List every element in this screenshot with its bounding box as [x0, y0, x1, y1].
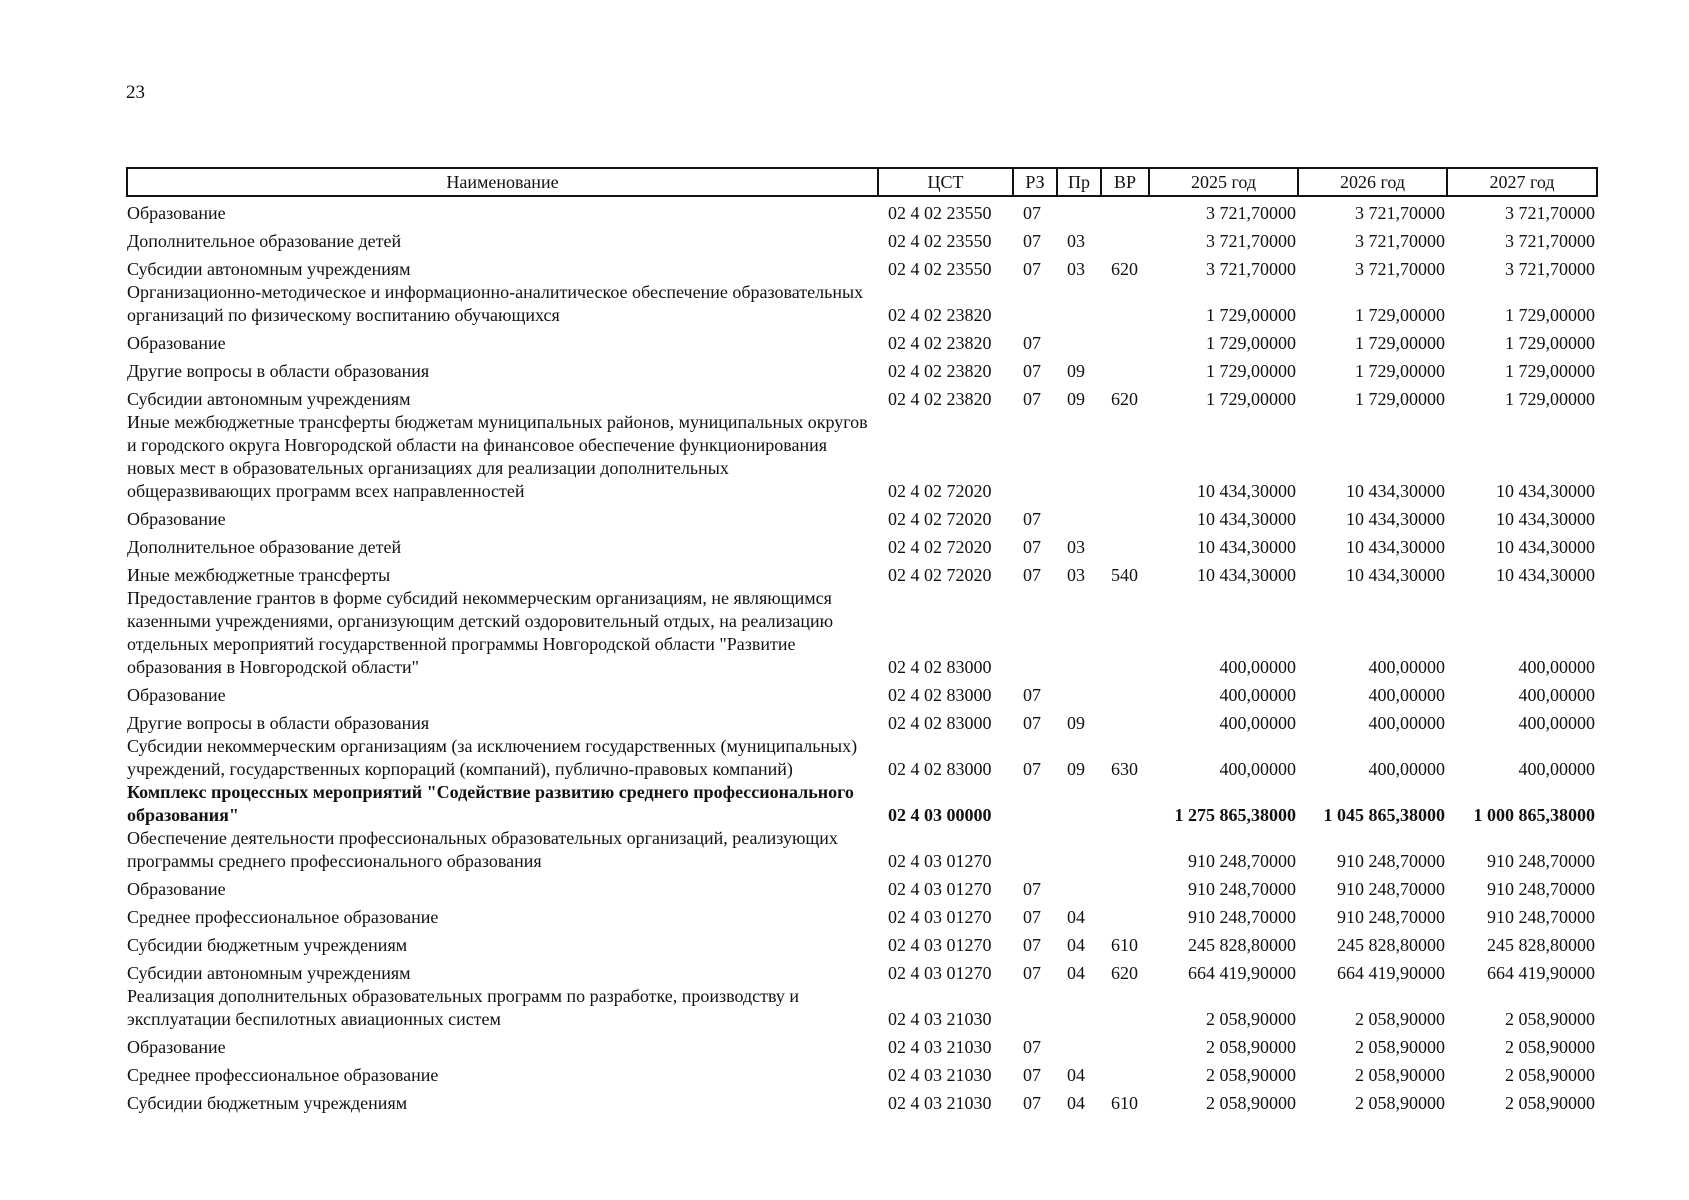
row-vr: [1101, 587, 1149, 679]
row-vr: 620: [1111, 389, 1138, 409]
row-cst: 02 4 02 23550: [888, 203, 992, 223]
header-2027: 2027 год: [1447, 168, 1597, 196]
table-row: [127, 827, 1597, 873]
row-cst: 02 4 02 23820: [888, 333, 992, 353]
row-vr: [1101, 1059, 1149, 1087]
table-row: [127, 735, 1597, 781]
row-vr: 540: [1111, 565, 1138, 585]
row-cst: 02 4 02 23820: [888, 361, 992, 381]
row-2025: 245 828,80000: [1188, 935, 1296, 955]
row-2026: 1 729,00000: [1355, 389, 1445, 409]
row-pr: [1057, 781, 1101, 827]
row-vr: [1101, 531, 1149, 559]
row-2025: 3 721,70000: [1206, 203, 1296, 223]
row-cst: 02 4 03 21030: [888, 1009, 992, 1029]
table-row: [127, 225, 1597, 253]
table-row: [127, 1059, 1597, 1087]
row-name: Иные межбюджетные трансферты: [127, 565, 391, 585]
row-vr: [1101, 327, 1149, 355]
row-2027: 10 434,30000: [1496, 565, 1595, 585]
row-cst: 02 4 02 83000: [888, 685, 992, 705]
row-name: Другие вопросы в области образования: [127, 361, 430, 381]
row-vr: [1101, 679, 1149, 707]
row-2026: 1 045 865,38000: [1323, 805, 1445, 825]
row-name: Иные межбюджетные трансферты бюджетам муниципальных районов, муниципальных округов и городского округа Новгородской области на финансовое обеспечение функционирования новых мест в образовательных организациях для реализации дополнительных общеразвивающих программ всех направленностей: [127, 412, 868, 501]
row-vr: [1101, 503, 1149, 531]
row-cst: 02 4 02 72020: [888, 537, 992, 557]
row-pr: [1057, 985, 1101, 1031]
row-2025: 664 419,90000: [1188, 963, 1296, 983]
row-2026: 1 729,00000: [1355, 305, 1445, 325]
row-rz: 07: [1023, 907, 1041, 927]
row-name: Организационно-методическое и информационно-аналитическое обеспечение образовательных организаций по физическому воспитанию обучающихся: [127, 282, 864, 325]
table-row: [127, 355, 1597, 383]
row-vr: 620: [1111, 963, 1138, 983]
row-cst: 02 4 03 01270: [888, 851, 992, 871]
row-vr: [1101, 411, 1149, 503]
row-cst: 02 4 03 21030: [888, 1093, 992, 1113]
row-cst: 02 4 03 01270: [888, 907, 992, 927]
header-name: Наименование: [127, 168, 878, 196]
row-cst: 02 4 02 72020: [888, 481, 992, 501]
row-2026: 1 729,00000: [1355, 333, 1445, 353]
row-rz: [1013, 587, 1057, 679]
row-cst: 02 4 03 21030: [888, 1065, 992, 1085]
row-2025: 10 434,30000: [1197, 509, 1296, 529]
table-row: [127, 587, 1597, 679]
row-pr: 09: [1067, 389, 1085, 409]
table-row: [127, 781, 1597, 827]
table-row: [127, 707, 1597, 735]
row-2027: 400,00000: [1518, 685, 1595, 705]
row-rz: [1013, 985, 1057, 1031]
table-row: [127, 901, 1597, 929]
row-2027: 10 434,30000: [1496, 509, 1595, 529]
row-pr: 09: [1067, 759, 1085, 779]
row-2026: 2 058,90000: [1355, 1009, 1445, 1029]
row-2027: 400,00000: [1518, 657, 1595, 677]
row-2026: 10 434,30000: [1346, 509, 1445, 529]
row-2027: 3 721,70000: [1505, 203, 1595, 223]
row-2027: 2 058,90000: [1505, 1009, 1595, 1029]
row-vr: [1101, 196, 1149, 225]
row-cst: 02 4 02 23550: [888, 231, 992, 251]
row-cst: 02 4 02 72020: [888, 509, 992, 529]
row-name: Образование: [127, 333, 226, 353]
row-2026: 10 434,30000: [1346, 481, 1445, 501]
row-name: Другие вопросы в области образования: [127, 713, 430, 733]
row-name: Реализация дополнительных образовательных программ по разработке, производству и эксплуатации беспилотных авиационных систем: [127, 986, 800, 1029]
row-2025: 2 058,90000: [1206, 1037, 1296, 1057]
row-2027: 400,00000: [1518, 713, 1595, 733]
row-pr: 04: [1067, 963, 1085, 983]
row-2026: 400,00000: [1368, 713, 1445, 733]
row-2026: 3 721,70000: [1355, 203, 1445, 223]
header-2026: 2026 год: [1298, 168, 1447, 196]
row-cst: 02 4 02 72020: [888, 565, 992, 585]
row-cst: 02 4 02 83000: [888, 713, 992, 733]
row-rz: [1013, 281, 1057, 327]
row-pr: [1057, 503, 1101, 531]
row-vr: [1101, 225, 1149, 253]
row-name: Субсидии некоммерческим организациям (за исключением государственных (муниципальных) учреждений, государственных корпораций (компаний), публично-правовых компаний): [127, 736, 858, 779]
row-2026: 2 058,90000: [1355, 1093, 1445, 1113]
row-vr: [1101, 355, 1149, 383]
row-name: Образование: [127, 879, 226, 899]
row-2026: 910 248,70000: [1337, 907, 1445, 927]
row-pr: [1057, 411, 1101, 503]
row-2027: 910 248,70000: [1487, 851, 1595, 871]
row-vr: [1101, 985, 1149, 1031]
row-rz: 07: [1023, 1065, 1041, 1085]
header-row: [127, 168, 1597, 196]
row-cst: 02 4 03 00000: [888, 805, 992, 825]
header-rz: РЗ: [1013, 168, 1057, 196]
table-body: [127, 196, 1597, 1115]
row-2027: 2 058,90000: [1505, 1037, 1595, 1057]
row-pr: 04: [1067, 1093, 1085, 1113]
table-row: [127, 383, 1597, 411]
row-2026: 2 058,90000: [1355, 1037, 1445, 1057]
row-2025: 1 729,00000: [1206, 361, 1296, 381]
row-2026: 3 721,70000: [1355, 231, 1445, 251]
row-pr: [1057, 679, 1101, 707]
row-2025: 1 729,00000: [1206, 333, 1296, 353]
row-name: Образование: [127, 203, 226, 223]
row-vr: 610: [1111, 1093, 1138, 1113]
row-rz: 07: [1023, 1093, 1041, 1113]
row-2025: 400,00000: [1219, 713, 1296, 733]
row-cst: 02 4 02 23820: [888, 305, 992, 325]
row-2027: 3 721,70000: [1505, 231, 1595, 251]
row-pr: 09: [1067, 361, 1085, 381]
row-2027: 1 729,00000: [1505, 389, 1595, 409]
row-name: Дополнительное образование детей: [127, 231, 402, 251]
row-2025: 910 248,70000: [1188, 851, 1296, 871]
row-2025: 2 058,90000: [1206, 1065, 1296, 1085]
row-pr: 04: [1067, 935, 1085, 955]
row-pr: 09: [1067, 713, 1085, 733]
row-2027: 2 058,90000: [1505, 1093, 1595, 1113]
row-name: Образование: [127, 685, 226, 705]
row-2026: 2 058,90000: [1355, 1065, 1445, 1085]
row-vr: [1101, 781, 1149, 827]
row-pr: [1057, 1031, 1101, 1059]
row-name: Среднее профессиональное образование: [127, 1065, 439, 1085]
row-2026: 245 828,80000: [1337, 935, 1445, 955]
row-2026: 400,00000: [1368, 657, 1445, 677]
table-row: [127, 985, 1597, 1031]
row-2027: 400,00000: [1518, 759, 1595, 779]
row-vr: [1101, 901, 1149, 929]
row-name: Образование: [127, 509, 226, 529]
row-cst: 02 4 02 83000: [888, 657, 992, 677]
row-2026: 400,00000: [1368, 759, 1445, 779]
table-header: [127, 168, 1597, 196]
row-pr: 03: [1067, 565, 1085, 585]
row-2025: 910 248,70000: [1188, 907, 1296, 927]
row-2026: 10 434,30000: [1346, 565, 1445, 585]
row-cst: 02 4 03 01270: [888, 935, 992, 955]
table-row: [127, 253, 1597, 281]
row-rz: [1013, 827, 1057, 873]
header-pr: Пр: [1057, 168, 1101, 196]
row-name: Субсидии автономным учреждениям: [127, 389, 411, 409]
row-name: Предоставление грантов в форме субсидий некоммерческим организациям, не являющимся казенными учреждениями, организующим детский оздоровительный отдых, на реализацию отдельных мероприятий государственной программы Новгородской области "Развитие образования в Новгородской области": [127, 588, 834, 677]
row-2025: 1 729,00000: [1206, 389, 1296, 409]
row-2027: 1 729,00000: [1505, 361, 1595, 381]
row-vr: [1101, 1031, 1149, 1059]
row-rz: 07: [1023, 685, 1041, 705]
table-row: [127, 957, 1597, 985]
header-vr: ВР: [1101, 168, 1149, 196]
row-2026: 664 419,90000: [1337, 963, 1445, 983]
row-name: Субсидии бюджетным учреждениям: [127, 1093, 408, 1113]
row-rz: 07: [1023, 879, 1041, 899]
row-rz: 07: [1023, 333, 1041, 353]
row-2027: 910 248,70000: [1487, 907, 1595, 927]
row-2025: 2 058,90000: [1206, 1093, 1296, 1113]
row-vr: 630: [1111, 759, 1138, 779]
header-2025: 2025 год: [1149, 168, 1298, 196]
table-row: [127, 411, 1597, 503]
table-row: [127, 281, 1597, 327]
row-rz: 07: [1023, 537, 1041, 557]
row-2027: 10 434,30000: [1496, 481, 1595, 501]
row-rz: [1013, 781, 1057, 827]
row-vr: 620: [1111, 259, 1138, 279]
row-2025: 1 729,00000: [1206, 305, 1296, 325]
row-2026: 10 434,30000: [1346, 537, 1445, 557]
row-name: Комплекс процессных мероприятий "Содействие развитию среднего профессионального образования": [127, 782, 854, 825]
table-row: [127, 679, 1597, 707]
table-row: [127, 327, 1597, 355]
row-cst: 02 4 03 01270: [888, 963, 992, 983]
row-vr: [1101, 873, 1149, 901]
row-name: Среднее профессиональное образование: [127, 907, 439, 927]
row-2027: 3 721,70000: [1505, 259, 1595, 279]
row-rz: 07: [1023, 713, 1041, 733]
row-rz: 07: [1023, 1037, 1041, 1057]
row-2026: 910 248,70000: [1337, 879, 1445, 899]
row-pr: [1057, 587, 1101, 679]
row-pr: 03: [1067, 537, 1085, 557]
row-rz: 07: [1023, 389, 1041, 409]
row-pr: [1057, 873, 1101, 901]
row-rz: [1013, 411, 1057, 503]
row-rz: 07: [1023, 361, 1041, 381]
row-name: Дополнительное образование детей: [127, 537, 402, 557]
row-2026: 400,00000: [1368, 685, 1445, 705]
row-pr: 04: [1067, 907, 1085, 927]
row-pr: 03: [1067, 231, 1085, 251]
row-vr: 610: [1111, 935, 1138, 955]
row-rz: 07: [1023, 509, 1041, 529]
row-rz: 07: [1023, 259, 1041, 279]
budget-table: [126, 167, 1598, 1115]
row-cst: 02 4 02 23820: [888, 389, 992, 409]
row-2025: 400,00000: [1219, 657, 1296, 677]
row-vr: [1101, 707, 1149, 735]
row-cst: 02 4 03 01270: [888, 879, 992, 899]
row-name: Обеспечение деятельности профессиональных образовательных организаций, реализующих программы среднего профессионального образования: [127, 828, 838, 871]
table-row: [127, 559, 1597, 587]
row-2027: 664 419,90000: [1487, 963, 1595, 983]
row-pr: [1057, 196, 1101, 225]
row-name: Образование: [127, 1037, 226, 1057]
table-row: [127, 1031, 1597, 1059]
row-2027: 1 729,00000: [1505, 305, 1595, 325]
row-2027: 910 248,70000: [1487, 879, 1595, 899]
table-row: [127, 1087, 1597, 1115]
table-row: [127, 503, 1597, 531]
header-cst: ЦСТ: [878, 168, 1013, 196]
row-pr: [1057, 327, 1101, 355]
row-rz: 07: [1023, 935, 1041, 955]
row-2025: 2 058,90000: [1206, 1009, 1296, 1029]
row-2026: 910 248,70000: [1337, 851, 1445, 871]
table-row: [127, 531, 1597, 559]
row-name: Субсидии автономным учреждениям: [127, 963, 411, 983]
row-2025: 3 721,70000: [1206, 231, 1296, 251]
row-vr: [1101, 827, 1149, 873]
row-2025: 1 275 865,38000: [1174, 805, 1296, 825]
row-2025: 400,00000: [1219, 685, 1296, 705]
row-pr: [1057, 827, 1101, 873]
row-rz: 07: [1023, 759, 1041, 779]
row-2027: 1 000 865,38000: [1473, 805, 1595, 825]
row-rz: 07: [1023, 231, 1041, 251]
row-pr: [1057, 281, 1101, 327]
row-2027: 2 058,90000: [1505, 1065, 1595, 1085]
row-name: Субсидии автономным учреждениям: [127, 259, 411, 279]
row-2026: 3 721,70000: [1355, 259, 1445, 279]
row-2027: 10 434,30000: [1496, 537, 1595, 557]
row-pr: 04: [1067, 1065, 1085, 1085]
table-row: [127, 873, 1597, 901]
row-rz: 07: [1023, 203, 1041, 223]
row-2027: 1 729,00000: [1505, 333, 1595, 353]
table-row: [127, 929, 1597, 957]
table-row: [127, 196, 1597, 225]
row-2025: 3 721,70000: [1206, 259, 1296, 279]
row-vr: [1101, 281, 1149, 327]
row-2025: 10 434,30000: [1197, 565, 1296, 585]
row-rz: 07: [1023, 565, 1041, 585]
row-2025: 10 434,30000: [1197, 537, 1296, 557]
row-2025: 910 248,70000: [1188, 879, 1296, 899]
row-name: Субсидии бюджетным учреждениям: [127, 935, 408, 955]
page-number: 23: [126, 82, 145, 103]
row-cst: 02 4 03 21030: [888, 1037, 992, 1057]
row-2025: 400,00000: [1219, 759, 1296, 779]
row-pr: 03: [1067, 259, 1085, 279]
row-2027: 245 828,80000: [1487, 935, 1595, 955]
row-cst: 02 4 02 23550: [888, 259, 992, 279]
row-2025: 10 434,30000: [1197, 481, 1296, 501]
row-cst: 02 4 02 83000: [888, 759, 992, 779]
row-2026: 1 729,00000: [1355, 361, 1445, 381]
row-rz: 07: [1023, 963, 1041, 983]
